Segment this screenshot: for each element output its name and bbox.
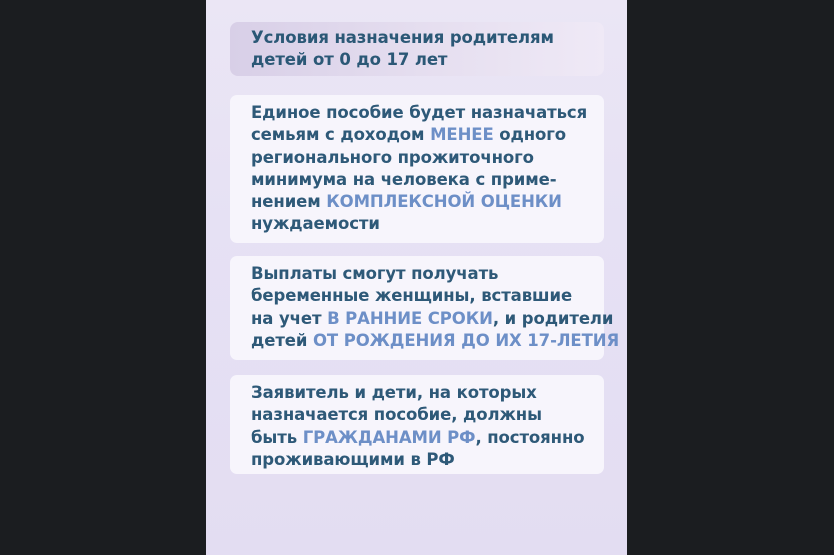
card1-line-3: регионального прожиточного: [251, 147, 534, 167]
card1-line-6: нуждаемости: [251, 214, 380, 234]
highlight-complex-assessment: КОМПЛЕКСНОЙ ОЦЕНКИ: [326, 192, 562, 212]
highlight-early-terms: В РАННИЕ СРОКИ: [327, 308, 493, 328]
card1-text-5a: нением: [251, 192, 327, 212]
card1-line-2: [251, 124, 594, 146]
card2-text-4a: детей: [251, 330, 313, 350]
card1-text-2a: семьям с доходом: [251, 125, 431, 145]
card1-line-5: [251, 191, 594, 213]
card1-line-4: минимума на человека с приме-: [251, 169, 557, 189]
slide: [206, 0, 627, 555]
title-box: [230, 22, 604, 76]
card3-text-3a: быть: [251, 427, 303, 447]
card2-line-4: [251, 330, 620, 352]
condition-card-citizenship: [230, 375, 604, 474]
condition-card-recipients: [230, 256, 620, 360]
card1-text-2b: одного: [493, 125, 567, 145]
card3-text-3b: , постоянно: [475, 427, 585, 447]
card2-line-3: [251, 308, 614, 330]
card3-line-3: [251, 427, 594, 449]
highlight-from-birth: ОТ РОЖДЕНИЯ ДО ИХ 17-ЛЕТИЯ: [312, 330, 620, 350]
condition-card-income: [230, 95, 604, 243]
card3-line-4: проживающими в РФ: [251, 449, 455, 469]
card3-line-1: Заявитель и дети, на которых: [251, 383, 537, 402]
title-line-2: детей от 0 до 17 лет: [251, 50, 448, 69]
card2-line-1: Выплаты смогут получать: [251, 264, 499, 283]
card2-text-3a: на учет: [251, 308, 328, 328]
title-line-1: Условия назначения родителям: [251, 28, 554, 47]
card2-text-3b: , и родители: [492, 308, 614, 328]
highlight-less: МЕНЕЕ: [430, 125, 494, 145]
card3-line-2: назначается пособие, должны: [251, 405, 542, 425]
highlight-citizens: ГРАЖДАНАМИ РФ: [302, 427, 476, 447]
card1-line-1: Единое пособие будет назначаться: [251, 103, 588, 122]
card2-line-2: беременные женщины, вставшие: [251, 286, 573, 306]
slide-title: [251, 27, 592, 71]
